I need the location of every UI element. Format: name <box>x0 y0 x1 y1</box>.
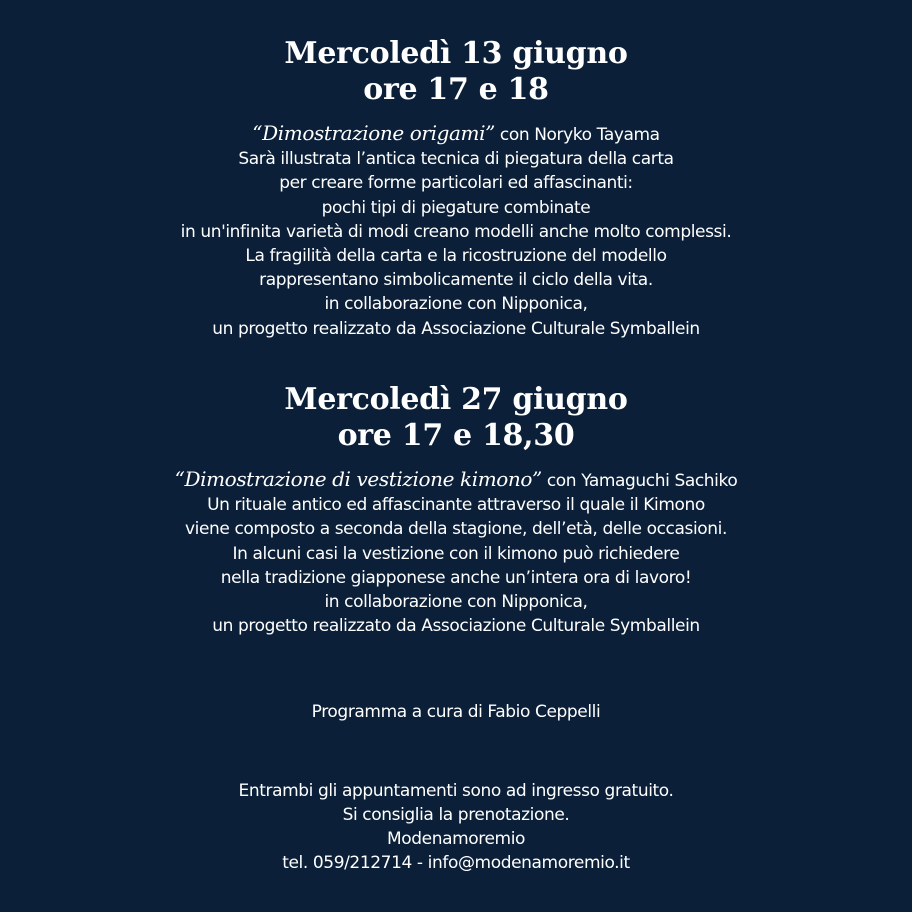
event-time: ore 17 e 18,30 <box>337 418 575 453</box>
collaboration-line: in collaborazione con Nipponica, <box>324 592 588 613</box>
event-presenter: con Noryko Tayama <box>494 125 660 145</box>
event-date: Mercoledì 27 giugno <box>284 382 628 417</box>
event-heading-line <box>0 121 912 147</box>
event-description <box>0 121 912 341</box>
description-line: Sarà illustrata l’antica tecnica di piegatura della carta <box>238 149 674 170</box>
event-kimono <box>0 382 912 638</box>
event-name: “Dimostrazione di vestizione kimono” <box>174 467 542 491</box>
collaboration-line: in collaborazione con Nipponica, <box>324 294 588 315</box>
description-line: per creare forme particolari ed affascinanti: <box>279 173 633 194</box>
description-line: In alcuni casi la vestizione con il kimono può richiedere <box>232 543 680 564</box>
event-presenter: con Yamaguchi Sachiko <box>541 471 738 491</box>
event-time: ore 17 e 18 <box>363 72 549 107</box>
description-line: La fragilità della carta e la ricostruzione del modello <box>245 246 667 267</box>
event-title <box>0 36 912 108</box>
event-title <box>0 382 912 454</box>
organizer-name: Modenamoremio <box>386 829 526 849</box>
description-line: Un rituale antico ed affascinante attraverso il quale il Kimono <box>207 495 705 516</box>
description-line: viene composto a seconda della stagione, dell’età, delle occasioni. <box>185 519 727 540</box>
event-heading-line <box>0 467 912 493</box>
event-name: “Dimostrazione origami” <box>252 121 495 145</box>
description-line: pochi tipi di piegature combinate <box>321 197 591 218</box>
event-date: Mercoledì 13 giugno <box>284 36 628 71</box>
booking-note: Si consiglia la prenotazione. <box>342 805 570 825</box>
program-curator: Programma a cura di Fabio Ceppelli <box>311 702 601 722</box>
event-description <box>0 467 912 638</box>
description-line: nella tradizione giapponese anche un’intera ora di lavoro! <box>220 567 692 588</box>
description-line: rappresentano simbolicamente il ciclo della vita. <box>259 270 653 291</box>
event-origami <box>0 36 912 341</box>
footer-info <box>0 779 912 875</box>
contact-info: tel. 059/212714 - info@modenamoremio.it <box>282 853 630 873</box>
description-line: in un'infinita varietà di modi creano modelli anche molto complessi. <box>180 221 732 242</box>
organizer-line: un progetto realizzato da Associazione Culturale Symballein <box>212 318 700 339</box>
free-entry-note: Entrambi gli appuntamenti sono ad ingresso gratuito. <box>238 781 674 801</box>
organizer-line: un progetto realizzato da Associazione Culturale Symballein <box>212 616 700 637</box>
